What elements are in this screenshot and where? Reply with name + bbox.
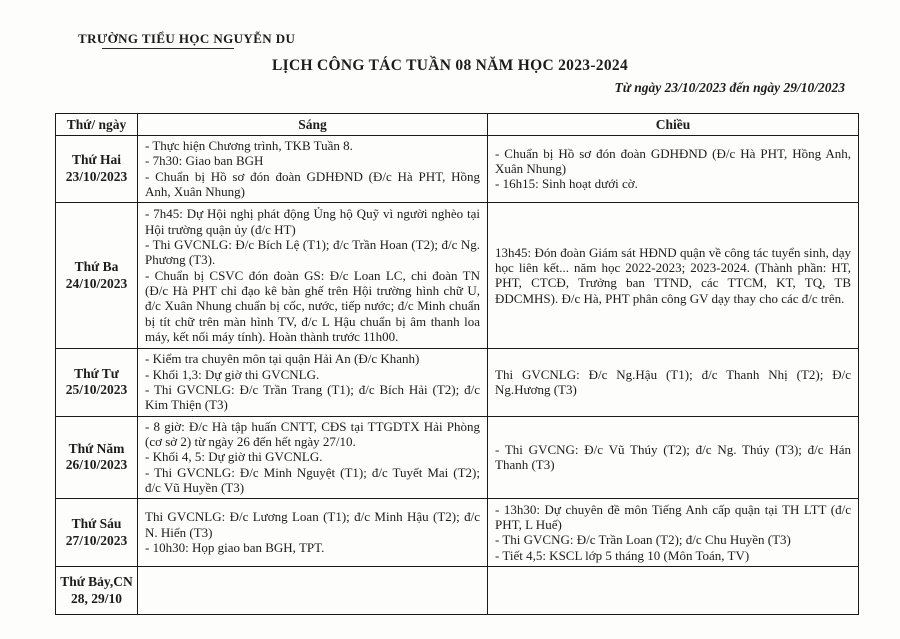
schedule-item: - 7h45: Dự Hội nghị phát động Ủng hộ Quỹ vì người nghèo tại Hội trường quận ủy (đ/c HT)	[145, 206, 480, 237]
day-line: 24/10/2023	[65, 275, 128, 291]
day-line: 23/10/2023	[65, 169, 128, 185]
schedule-item: - Khối 1,3: Dự giờ thi GVCNLG.	[145, 366, 320, 382]
schedule-item: - Chuẩn bị Hồ sơ đón đoàn GDHĐND (Đ/c Hà PHT, Hồng Anh, Xuân Nhung)	[145, 168, 480, 199]
morning-cell	[138, 499, 488, 567]
schedule-item: - 13h30: Dự chuyên đề môn Tiếng Anh cấp quận tại TH LTT (đ/c PHT, L Huế)	[495, 501, 851, 532]
day-line: Thứ Tư	[74, 365, 119, 381]
day-line: Thứ Hai	[72, 152, 121, 168]
day-line: Thứ Ba	[74, 258, 119, 274]
table-row	[56, 416, 859, 499]
table-row	[56, 499, 859, 567]
schedule-item: - Thi GVCNLG: Đ/c Minh Nguyệt (T1); đ/c Tuyết Mai (T2); đ/c Vũ Huyền (T3)	[145, 464, 480, 495]
school-name: TRƯỜNG TIỂU HỌC NGUYỄN DU	[78, 31, 296, 46]
day-line: 27/10/2023	[65, 532, 128, 548]
morning-cell	[138, 349, 488, 416]
morning-cell	[138, 416, 488, 499]
afternoon-cell	[488, 567, 859, 615]
afternoon-cell	[488, 136, 859, 203]
header-row	[56, 114, 859, 136]
schedule-body	[56, 136, 859, 615]
table-row	[56, 567, 859, 615]
day-line: Thứ Bảy,CN	[60, 573, 133, 589]
afternoon-cell	[488, 499, 859, 567]
schedule-item: - Thực hiện Chương trình, TKB Tuần 8.	[145, 138, 353, 153]
day-line: Thứ Năm	[68, 440, 125, 456]
date-range: Từ ngày 23/10/2023 đến ngày 29/10/2023	[614, 80, 845, 95]
col-header-afternoon: Chiều	[488, 114, 859, 136]
schedule-item: - 10h30: Họp giao ban BGH, TPT.	[145, 539, 325, 555]
col-header-morning: Sáng	[138, 114, 488, 136]
schedule-item: - Thi GVCNG: Đ/c Trần Loan (T2); đ/c Chu Huyền (T3)	[495, 532, 791, 548]
day-line: 28, 29/10	[70, 590, 122, 606]
schedule-item: - Thi GVCNLG: Đ/c Trần Trang (T1); đ/c Bích Hải (T2); đ/c Kim Thiện (T3)	[145, 381, 480, 413]
col-header-day: Thứ/ ngày	[56, 114, 138, 136]
schedule-header	[56, 114, 859, 136]
schedule-item: - Chuẩn bị CSVC đón đoàn GS: Đ/c Loan LC, chi đoàn TN (Đ/c Hà PHT chỉ đạo kê bàn ghế trên Hội trường hình chữ U, đ/c Xuân Nhung chuẩn bị cốc, nước, tiếp nước; đ/c Minh chuẩn bị tít chữ trên màn hình TV, đ/c L Hậu chuẩn bị âm thanh loa máy, kết nối máy tính). Hoàn thành trước 11h00.	[145, 267, 480, 344]
schedule-item: - Tiết 4,5: KSCL lớp 5 tháng 10 (Môn Toán, TV)	[495, 547, 750, 563]
table-row	[56, 136, 859, 203]
table-row	[56, 349, 859, 416]
schedule-item: - Khối 4, 5: Dự giờ thi GVCNLG.	[145, 449, 323, 465]
morning-cell	[138, 136, 488, 203]
schedule-item: Thi GVCNLG: Đ/c Ng.Hậu (T1); đ/c Thanh Nhị (T2); Đ/c Ng.Hương (T3)	[495, 366, 851, 397]
schedule-item: 13h45: Đón đoàn Giám sát HĐND quận về công tác tuyển sinh, dạy học liên kết... năm học 2022-2023; 2023-2024. (Thành phần: HT, PHT, CTCĐ, Trưởng ban TTND, các TTCM, KT, TQ, TB ĐDCMHS). Đ/c Hà, PHT phân công GV dạy thay cho các đ/c trên.	[495, 244, 851, 306]
schedule-item: - Thi GVCNLG: Đ/c Bích Lệ (T1); đ/c Trần Hoan (T2); đ/c Ng. Phương (T3).	[145, 236, 480, 268]
day-cell	[56, 416, 138, 499]
afternoon-cell	[488, 349, 859, 416]
afternoon-cell	[488, 416, 859, 499]
schedule-item: - Kiểm tra chuyên môn tại quận Hải An (Đ/c Khanh)	[145, 351, 420, 367]
day-cell	[56, 349, 138, 416]
day-cell	[56, 203, 138, 349]
day-cell	[56, 136, 138, 203]
morning-cell	[138, 203, 488, 349]
day-line: 26/10/2023	[65, 457, 128, 473]
day-line: 25/10/2023	[65, 382, 128, 398]
schedule-item: - Thi GVCNG: Đ/c Vũ Thúy (T2); đ/c Ng. Thúy (T3); đ/c Hán Thanh (T3)	[495, 441, 851, 472]
schedule-item: - Chuẩn bị Hồ sơ đón đoàn GDHĐND (Đ/c Hà PHT, Hồng Anh, Xuân Nhung)	[495, 145, 851, 176]
day-cell	[56, 499, 138, 567]
schedule-item: - 8 giờ: Đ/c Hà tập huấn CNTT, CĐS tại TTGDTX Hải Phòng (cơ sở 2) từ ngày 26 đến hết ngày 27/10.	[145, 418, 480, 449]
schedule-table	[55, 113, 859, 615]
page-title: LỊCH CÔNG TÁC TUẦN 08 NĂM HỌC 2023-2024	[271, 57, 628, 74]
schedule-item: - 7h30: Giao ban BGH	[145, 153, 264, 169]
schedule-item: Thi GVCNLG: Đ/c Lương Loan (T1); đ/c Minh Hậu (T2); đ/c N. Hiến (T3)	[145, 509, 480, 540]
morning-cell	[138, 567, 488, 615]
afternoon-cell	[488, 203, 859, 349]
schedule-item: - 16h15: Sinh hoạt dưới cờ.	[495, 176, 638, 192]
table-row	[56, 203, 859, 349]
day-line: Thứ Sáu	[71, 515, 122, 531]
day-cell	[56, 567, 138, 615]
